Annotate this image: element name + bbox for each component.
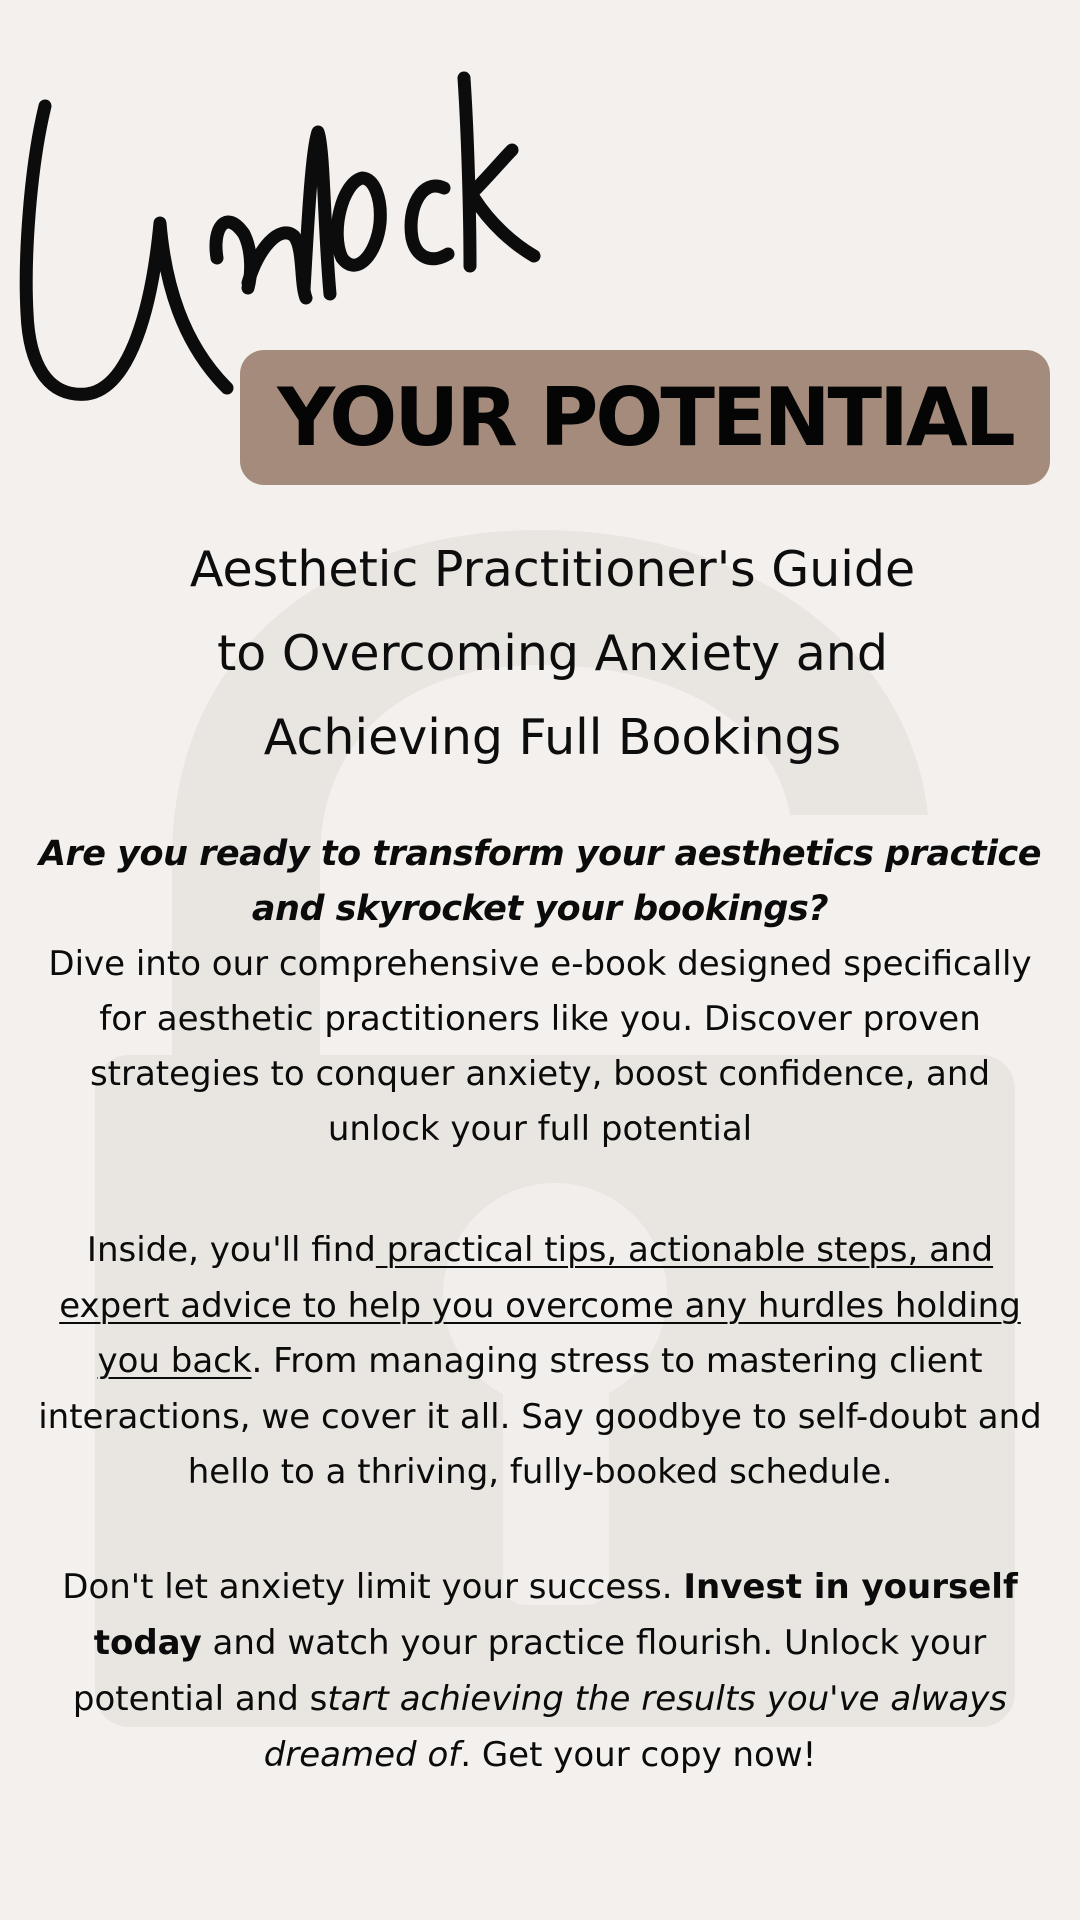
intro-body: Dive into our comprehensive e-book designed specifically for aesthetic practitioners like you. Discover proven strategies to conquer anxiety, boost confidence, and unlock your full potential bbox=[48, 944, 1032, 1149]
closing-part-2: and watch your practice flourish. Unlock your potential and s bbox=[72, 1623, 987, 1719]
inside-underlined-text: practical tips, actionable steps, and expert advice to help you overcome any hurdles holding you back bbox=[59, 1230, 1021, 1381]
potential-banner-text: YOUR POTENTIAL bbox=[277, 371, 1013, 464]
inside-lead: Inside, you'll find bbox=[86, 1230, 376, 1270]
guide-title-line-2: to Overcoming Anxiety and bbox=[217, 625, 888, 682]
inside-paragraph bbox=[35, 1223, 1045, 1501]
guide-title-line-3: Achieving Full Bookings bbox=[263, 709, 842, 766]
intro-section bbox=[35, 827, 1045, 1157]
closing-part-3: . Get your copy now! bbox=[460, 1735, 817, 1775]
inside-rest: . From managing stress to mastering client interactions, we cover it all. Say goodbye to self-doubt and hello to a thriving, fully-booked schedule. bbox=[38, 1341, 1042, 1492]
closing-part-1: Don't let anxiety limit your success. bbox=[62, 1567, 684, 1607]
guide-title bbox=[80, 528, 1025, 780]
closing-italic-text: tart achieving the results you've always dreamed of bbox=[263, 1679, 1008, 1775]
closing-bold-text: Invest in yourself today bbox=[93, 1567, 1018, 1663]
intro-question: Are you ready to transform your aesthetics practice and skyrocket your bookings? bbox=[38, 834, 1042, 929]
closing-paragraph bbox=[35, 1559, 1045, 1783]
guide-title-line-1: Aesthetic Practitioner's Guide bbox=[189, 541, 916, 598]
potential-banner bbox=[240, 350, 1050, 485]
